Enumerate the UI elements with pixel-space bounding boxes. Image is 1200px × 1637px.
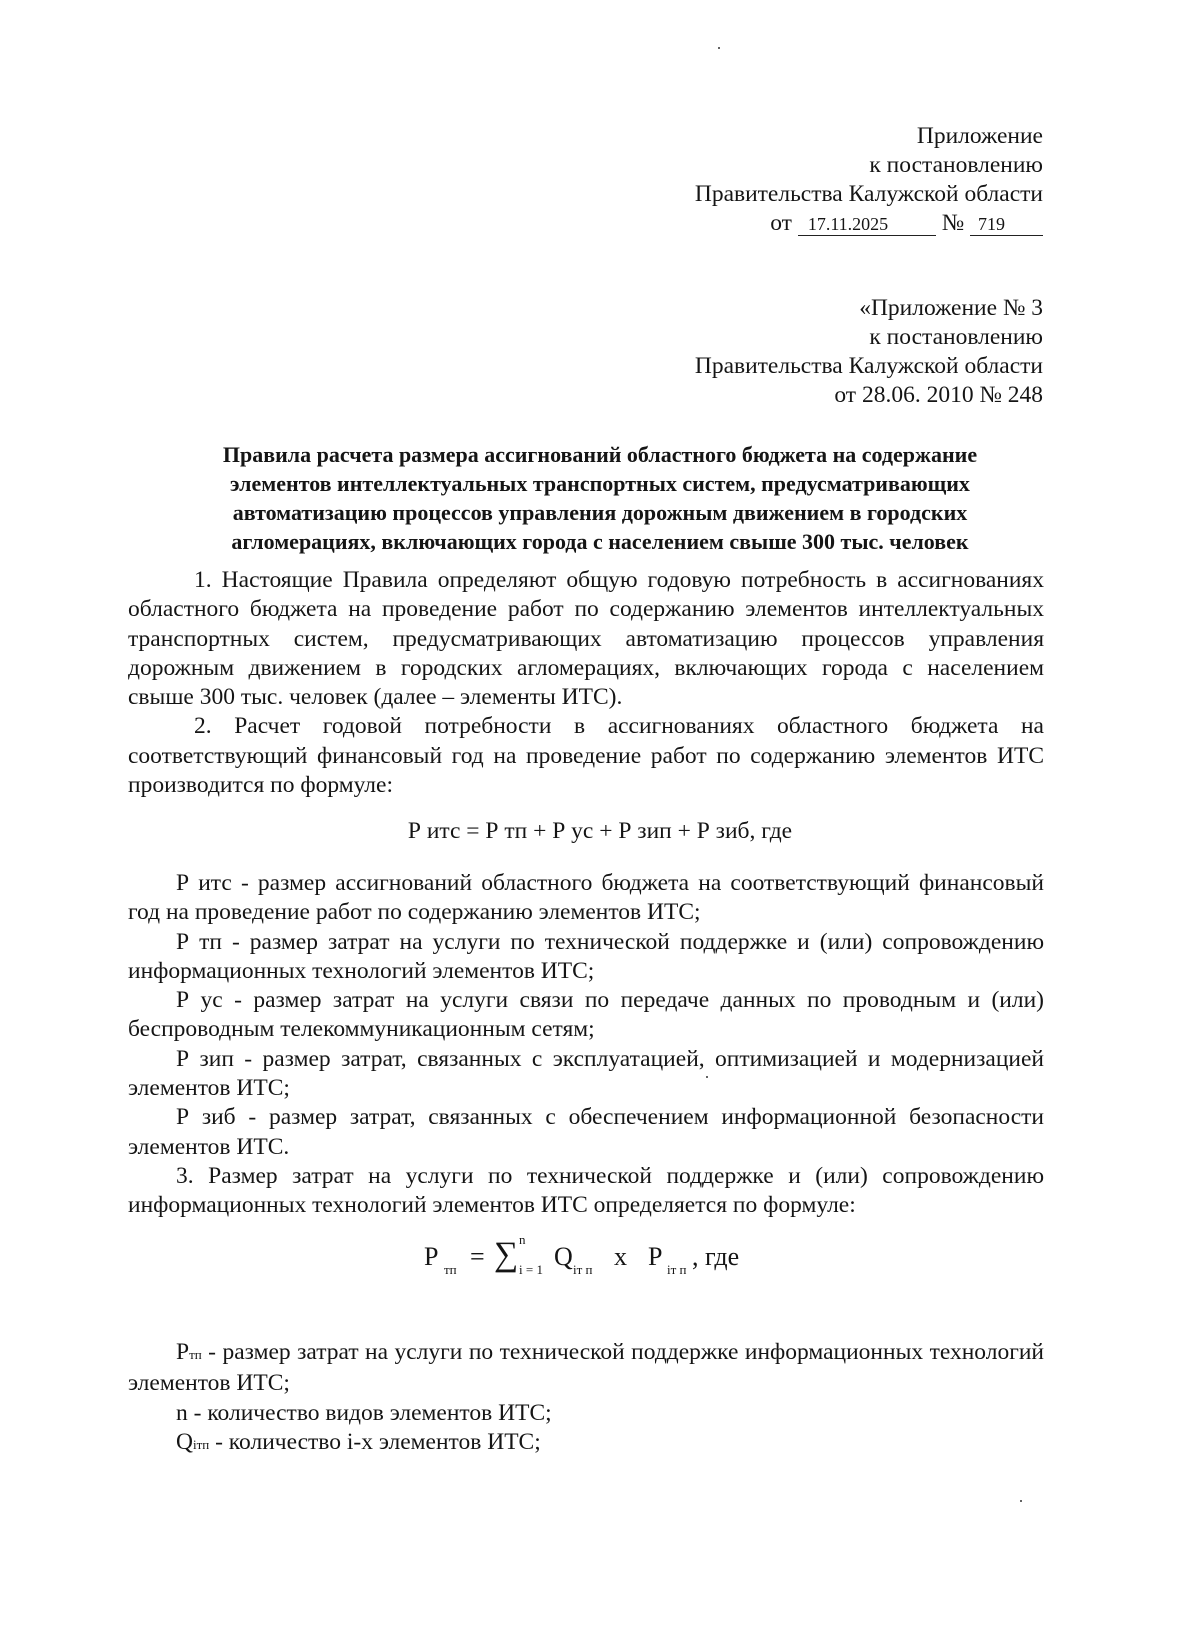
approval-number-field: 719 [970,213,1043,236]
approval-date-field: 17.11.2025 [798,213,936,236]
scan-speck [718,47,720,49]
title-line-2: элементов интеллектуальных транспортных систем, предусматривающих [230,471,970,496]
original-approval-line-2: к постановлению [869,324,1043,350]
scan-speck [1020,1500,1022,1502]
scan-speck [706,1076,708,1078]
definition-p-zip: Р зип - размер затрат, связанных с эксплуатацией, оптимизацией и модернизацией элементов ИТС; [128,1045,1044,1102]
paragraph-3: 3. Размер затрат на услуги по технической поддержке и (или) сопровождению информационных технологий элементов ИТС определяется по формуле: [128,1162,1044,1219]
formula-tail: , где [692,1242,740,1271]
section-1-2 [128,566,1044,800]
definition-q-symbol: Q [176,1428,193,1455]
formula-equals: = [470,1242,485,1271]
paragraph-2: 2. Расчет годовой потребности в ассигнованиях областного бюджета на соответствующий финансовый год на проведение работ по содержанию элементов ИТС производится по формуле: [128,713,1044,799]
approval-from-label: от [770,210,792,236]
formula-q-sub: iт п [573,1262,593,1277]
original-approval-block [695,294,1043,410]
original-approval-line-3: Правительства Калужской области [694,353,1043,379]
formula-times: x [614,1242,627,1271]
approval-line-3: Правительства Калужской области [694,181,1043,207]
formula-p2-sub: iт п [667,1262,687,1277]
formula-total: Р итс = Р тп + Р ус + Р зип + Р зиб, где [407,818,793,844]
definition-p-zib: Р зиб - размер затрат, связанных с обеспечением информационной безопасности элементов ИТС. [128,1104,1044,1160]
definition-p-us: Р ус - размер затрат на услуги связи по передаче данных по проводным и (или) беспроводным телекоммуникационным сетям; [128,987,1044,1043]
definition-q-text: - количество i-х элементов ИТС; [209,1428,541,1455]
formula-q: Q [554,1242,573,1271]
title-line-1: Правила расчета размера ассигнований областного бюджета на содержание [222,442,978,467]
document-title [128,440,1072,556]
title-line-3: автоматизацию процессов управления дорожным движением в городских [232,500,968,525]
title-line-4: агломерациях, включающих города с населением свыше 300 тыс. человек [231,529,969,554]
paragraph-1: 1. Настоящие Правила определяют общую годовую потребность в ассигнованиях областного бюджета на проведение работ по содержанию элементов интеллектуальных транспортных систем, предусматривающих автоматизацию процессов управления дорожным движением в городских агломерациях, включающих города с населением свыше 300 тыс. человек (далее – элементы ИТС). [128,567,1044,711]
definitions-list [128,869,1044,1221]
definition-p-its: Р итс - размер ассигнований областного бюджета на соответствующий финансовый год на проведение работ по содержанию элементов ИТС; [128,870,1044,926]
definitions-tp [128,1338,1044,1459]
definition-ptp-symbol: Р [176,1339,190,1365]
definition-q-sub: iтп [192,1436,210,1452]
formula-sigma-sub: i = 1 [519,1262,543,1277]
approval-date-line [695,209,1043,238]
original-approval-line-4: от 28.06. 2010 № 248 [834,382,1043,408]
approval-line-1: Приложение [916,123,1043,149]
definition-ptp-text: - размер затрат на услуги по технической поддержке информационных технологий элементов ИТС; [128,1339,1044,1397]
formula-sigma-sup: n [519,1232,526,1247]
definition-n: n - количество видов элементов ИТС; [176,1399,552,1426]
approval-line-2: к постановлению [869,152,1043,178]
original-approval-line-1: «Приложение № 3 [859,295,1043,321]
definition-p-tp: Р тп - размер затрат на услуги по технической поддержке и (или) сопровождению информационных технологий элементов ИТС; [128,928,1044,984]
definition-ptp [128,1338,1044,1399]
formula-p-sub: тп [444,1262,457,1277]
formula-p2: Р [648,1242,663,1271]
formula-sigma: ∑ [494,1236,519,1273]
formula-p: Р [424,1242,439,1271]
definition-q [128,1428,1044,1459]
approval-number-sign: № [941,210,965,236]
approval-block [695,122,1043,238]
definition-ptp-sub: тп [189,1347,202,1362]
